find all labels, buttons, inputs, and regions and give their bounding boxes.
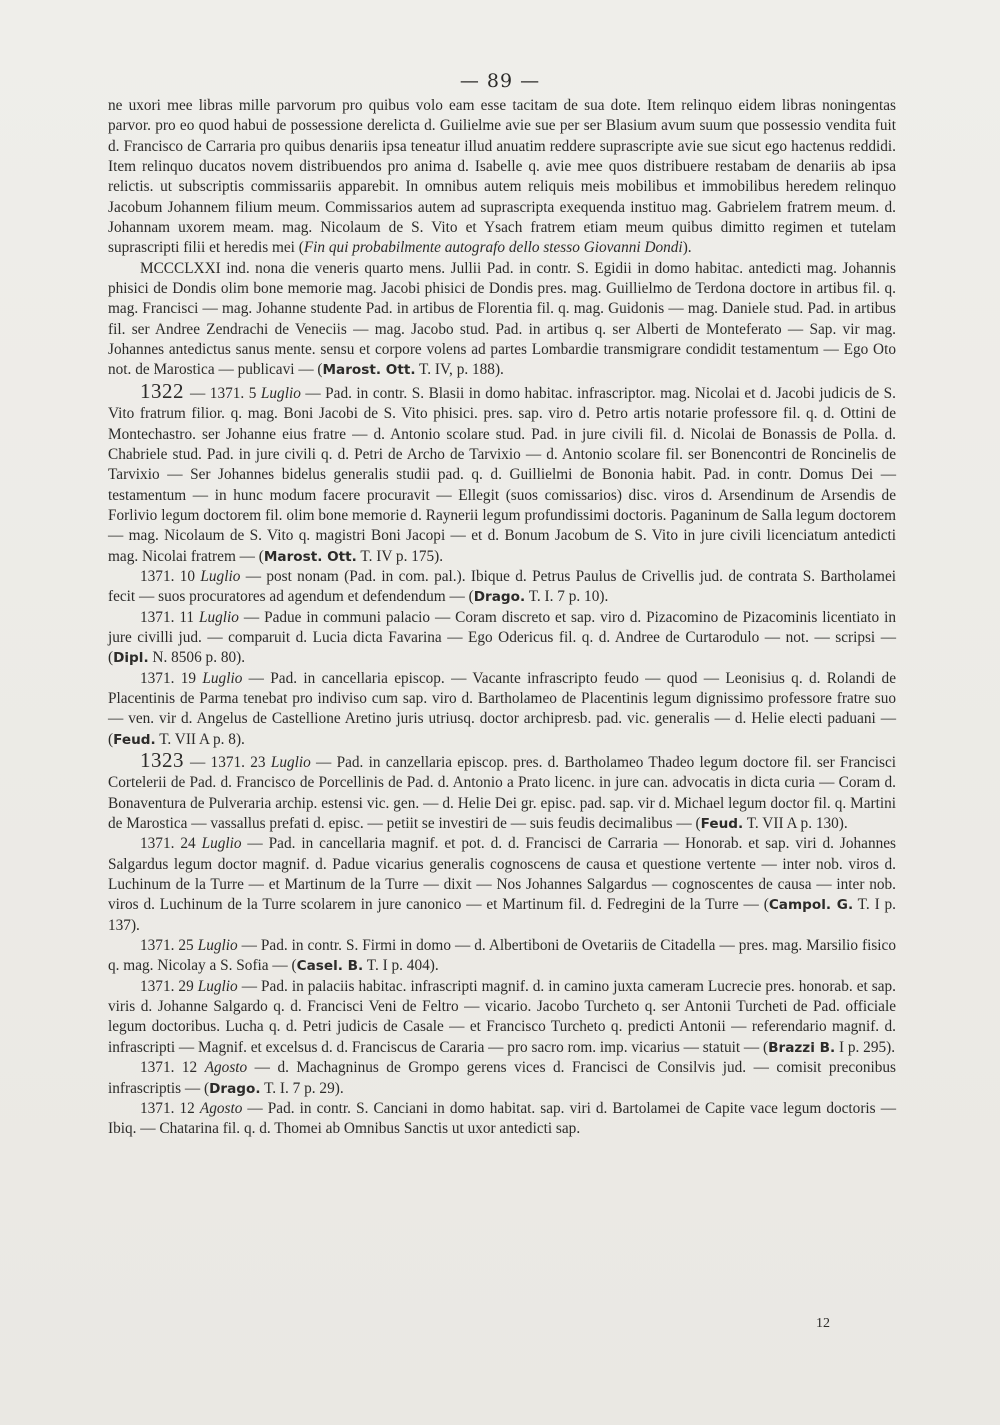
text-run: T. VII A p. 130). bbox=[743, 815, 848, 833]
text-run: T. VII A p. 8). bbox=[155, 730, 245, 748]
text-run: — Pad. in canzellaria episcop. pres. d. Bartholameo Thadeo legum doctore fil. ser Francisci Cortelerii de Pad. d. Francisco de Porcellinis de Pad. d. Antonio a Prato licenc. in jure can. advocatis in dicta curia — Coram d. Bonaventura de Pulveraria archip. estensi vic. gen. — d. Helie Dei gr. episc. pad. sap. vir d. Michael legum doctor fil. q. Martini de Marostica — vassallus prefati d. episc. — petiit se investiri de — suis feudis decimalibus — ( bbox=[108, 754, 896, 833]
text-run: T. IV, p. 188). bbox=[415, 361, 504, 379]
text-run: — Pad. in contr. S. Blasii in domo habitac. infrascriptor. mag. Nicolai et d. Jacobi judicis de S. Vito fratrum filior. q. mag. Boni Jacobi de S. Vito phisici. pres. sap. viro d. Petro artis notarie professore fil. q. d. Ottini de Montechastro. ser Johanne eius fratre — d. Antonio scolare stud. Pad. in jure civili fil. d. Nicolai de Bonassis de Polla. d. Chabriele stud. Pad. in jure civili q. d. Petri de Archo de Tarvixio — d. Antonio scolare fil. ser Bonencontri de Roncinelis de Tarvixio — Ser Johannes bidelus generalis studii pad. q. d. Guillielmi de Bononia habit. Pad. in contr. Domus Dei — testamentum — in hunc modum facere procuravit — Ellegit (suos comissarios) disc. viros d. Arsendinum de Arsendis de Forlivio legum doctorem fil. olim bone memorie d. Raynerii legum profundissimi doctoris. Paganinum de Salla legum doctorem — mag. Nicolaum de S. Vito q. magistri Boni Jacopi — et d. Bonum Jacobum de S. Vito in jure civili licenciatum antedicti mag. Nicolai fratrem — ( bbox=[108, 384, 896, 565]
source-reference: Feud. bbox=[700, 816, 744, 833]
signature-mark: 12 bbox=[816, 1316, 830, 1331]
month-name: Luglio bbox=[197, 977, 238, 995]
text-run: T. I p. 404). bbox=[363, 957, 439, 975]
document-entry bbox=[108, 378, 896, 567]
month-name: Agosto bbox=[204, 1059, 248, 1077]
source-reference: Feud. bbox=[113, 731, 156, 748]
source-reference: Casel. B. bbox=[296, 958, 364, 975]
source-reference: Drago. bbox=[473, 589, 526, 606]
month-name: Luglio bbox=[270, 754, 311, 771]
text-run: 1371. 19 bbox=[140, 669, 203, 687]
text-run: MCCCLXXI ind. nona die veneris quarto mens. Jullii Pad. in contr. S. Egidii in domo habitac. antedicti mag. Johannis phisici de Dondis olim bone memorie mag. Jacobi phisici de Dondis pres. mag. Guillielmo de Terdona doctore in artibus fil. q. mag. Francisci — mag. Johanne studente Pad. in artibus de Florentia fil. q. mag. Guidonis — mag. Daniele stud. Pad. in artibus fil. ser Andree Zendrachi de Veneciis — mag. Jacobo stud. Pad. in artibus q. ser Alberti de Monteferato — Sap. vir mag. Johannes antedictus sanus mente. sensu et corpore volens ad partes Lombardie transmigrare condidit testamentum — Ego Oto not. de Marostica — publicavi — ( bbox=[108, 259, 896, 379]
text-run: 1371. 12 bbox=[140, 1059, 205, 1077]
text-run: — Pad. in cancellaria magnif. et pot. d. d. Francisci de Carraria — Honorab. et sap. viri d. Johannes Salgardus legum doctor magnif. d. Padue vicarius generalis cognoscens de causa et questione vertente — inter nob. viros d. Luchinum de la Turre — et Martinum de la Turre — dixit — Nos Johannes Salgardus — cognoscentes de causa — inter nob. viros d. Luchinum de la Turre scolarem in jure canonico — et Martinum fil. d. Fedregini de la Turre — ( bbox=[108, 835, 896, 914]
source-reference: Dipl. bbox=[113, 650, 149, 667]
text-run: ne uxori mee libras mille parvorum pro quibus volo eam esse tacitam de sua dote. Item relinquo eidem libras noningentas parvor. pro eo quod habui de possessione derelicta d. Guilielme avie sue per ser Blasium avum suum que possessio vendita fuit d. Francisco de Carraria pro quibus denariis ipsa teneatur illud anuatim reddere suprascripte avie sue sicut ego hactenus reddidi. Item relinquo ducatos novem distribuendos pro anima d. Isabelle q. avie mee quos distribuere restabam de denariis ab ipsa relictis. ut subscriptis commissariis apparebit. In omnibus autem reliquis meis mobilibus et immobilibus heredem relinquo Jacobum Johannem filium meum. Commissarios autem ad suprascripta exequenda instituo mag. Gabrielem fratrem meum. d. Johannam uxorem meam. mag. Nicolaum de S. Vito et Ysach fratrem etiam meum quibus dimitto regimen et tutelam suprascripti filii et heredis mei ( bbox=[108, 97, 896, 257]
paragraph bbox=[108, 936, 896, 977]
month-name: Luglio bbox=[197, 937, 238, 955]
text-run: — post nonam (Pad. in com. pal.). Ibique d. Petrus Paulus de Crivellis jud. de contrata S. Bartholamei fecit — suos procuratores ad agendum et defendendum — ( bbox=[108, 567, 896, 606]
text-run: ). bbox=[682, 239, 692, 257]
text-run: I p. 295). bbox=[835, 1038, 896, 1056]
document-entry bbox=[108, 750, 896, 834]
paragraph bbox=[108, 1058, 896, 1099]
month-name: Luglio bbox=[200, 567, 241, 585]
text-run: 1371. 25 bbox=[140, 937, 198, 955]
document-body bbox=[108, 96, 896, 1140]
source-reference: Marost. Ott. bbox=[322, 362, 416, 379]
paragraph bbox=[108, 608, 896, 669]
text-run: — Pad. in contr. S. Canciani in domo habitat. sap. viri d. Bartolamei de Capite vace legum doctoris — Ibiq. — Chatarina fil. q. d. Thomei ab Omnibus Sanctis ut uxor antedicti sap. bbox=[108, 1099, 896, 1138]
text-run: — Pad. in cancellaria episcop. — Vacante infrascripto feudo — quod — Leonisius q. d. Rolandi de Placentinis de Parma tenebat pro indiviso cum sap. viro d. Bartholameo de Placentinis legum dignissimo professore fratre suo — ven. vir d. Angelus de Castellione Aretino juris utriusq. doctor archipresb. pad. vic. generalis — d. Helie electi paduani — ( bbox=[108, 669, 896, 748]
source-reference: Drago. bbox=[209, 1080, 261, 1097]
text-run: 1371. 12 bbox=[140, 1099, 200, 1117]
text-run: N. 8506 p. 80). bbox=[148, 649, 246, 667]
paragraph bbox=[108, 1099, 896, 1140]
paragraph bbox=[108, 669, 896, 750]
text-run: 1371. 11 bbox=[140, 608, 199, 626]
paragraph bbox=[108, 567, 896, 608]
text-run: 1371. 29 bbox=[140, 977, 198, 995]
month-name: Luglio bbox=[201, 835, 242, 853]
text-run: T. I p. 137). bbox=[108, 896, 896, 934]
text-run: 1371. 10 bbox=[140, 567, 201, 585]
text-run: T. I. 7 p. 29). bbox=[260, 1079, 344, 1097]
paragraph bbox=[108, 977, 896, 1058]
paragraph bbox=[108, 834, 896, 936]
month-name: Luglio bbox=[198, 608, 239, 626]
document-number: 1323 bbox=[140, 748, 184, 772]
text-run: — Pad. in contr. S. Firmi in domo — d. Albertiboni de Ovetariis de Citadella — pres. mag. Marsilio fisico q. mag. Nicolay a S. Sofia — ( bbox=[108, 937, 896, 975]
text-run: — 1371. 23 bbox=[190, 754, 271, 771]
paragraph bbox=[108, 259, 896, 381]
text-run: 1371. 24 bbox=[140, 835, 202, 853]
source-reference: Marost. Ott. bbox=[263, 548, 357, 565]
text-run: T. IV p. 175). bbox=[356, 547, 444, 565]
source-reference: Brazzi B. bbox=[768, 1039, 836, 1056]
month-name: Luglio bbox=[202, 669, 243, 687]
text-run: T. I. 7 p. 10). bbox=[525, 588, 609, 606]
paragraph bbox=[108, 96, 896, 259]
source-reference: Campol. G. bbox=[768, 897, 854, 914]
month-name: Luglio bbox=[260, 384, 301, 402]
text-run: — d. Machagninus de Grompo gerens vices d. Francisci de Consilvis jud. — comisit preconibus infrascriptis — ( bbox=[108, 1059, 896, 1097]
text-run: — Padue in communi palacio — Coram discreto et sap. viro d. Pizacomino de Pizacominis licentiato in jure civilli jud. — comparuit d. Lucia dicta Favarina — Ego Odericus fil. q. d. Andree de Curtarodulo — not. — scripsi — ( bbox=[108, 608, 896, 667]
page-number: — 89 — bbox=[459, 70, 541, 92]
month-name: Agosto bbox=[199, 1099, 243, 1117]
editor-note: Fin qui probabilmente autografo dello stesso Giovanni Dondi bbox=[303, 239, 683, 257]
document-number: 1322 bbox=[140, 378, 184, 403]
text-run: — 1371. 5 bbox=[190, 384, 261, 402]
text-run: — Pad. in palaciis habitac. infrascripti magnif. d. in camino juxta cameram Lucrecie pres. honorab. et sap. viris d. Johanne Salgardo q. d. Francisci Veni de Feltro — vicario. Jacobo Turcheto q. ser Antonii Turcheti de Pad. officiale legum doctoribus. Lucha q. d. Petri judicis de Casale — et Francisco Turcheto q. predicti Antonii — referendario magnif. d. infrascripti — Magnif. et excelsus d. d. Franciscus de Cararia — pro sacro rom. imp. vicarius — statuit — ( bbox=[108, 977, 896, 1056]
